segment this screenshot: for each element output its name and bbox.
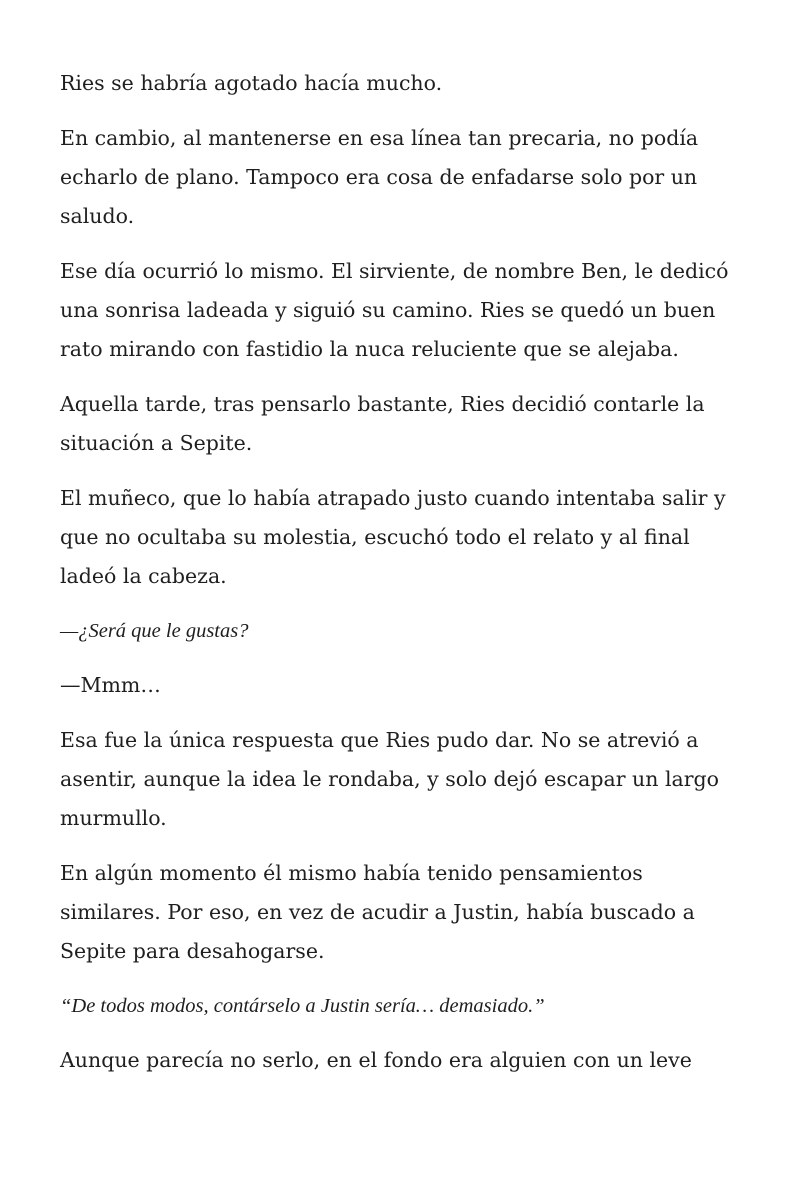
paragraph-8: Esa fue la única respuesta que Ries pudo dar. No se atrevió a asentir, aunque la idea le rondaba, y solo dejó escapar un largo murmullo.	[60, 728, 719, 830]
paragraph-11: Aunque parecía no serlo, en el fondo era alguien con un leve	[60, 1048, 692, 1072]
thought-italic-1: “De todos modos, contárselo a Justin sería… demasiado.”	[60, 995, 545, 1017]
paragraph-2: En cambio, al mantenerse en esa línea tan precaria, no podía echarlo de plano. Tampoco era cosa de enfadarse solo por un saludo.	[60, 126, 699, 228]
paragraph-5: El muñeco, que lo había atrapado justo cuando intentaba salir y que no ocultaba su molestia, escuchó todo el relato y al final ladeó la cabeza.	[60, 486, 726, 588]
paragraph-3: Ese día ocurrió lo mismo. El sirviente, de nombre Ben, le dedicó una sonrisa ladeada y siguió su camino. Ries se quedó un buen rato mirando con fastidio la nuca reluciente que se alejaba.	[60, 259, 729, 361]
paragraph-4: Aquella tarde, tras pensarlo bastante, Ries decidió contarle la situación a Sepite.	[60, 392, 705, 455]
paragraph-9: En algún momento él mismo había tenido pensamientos similares. Por eso, en vez de acudir a Justin, había buscado a Sepite para desahogarse.	[60, 861, 695, 963]
paragraph-7: —Mmm…	[60, 673, 161, 697]
paragraph-1: Ries se habría agotado hacía mucho.	[60, 71, 443, 95]
page-text	[60, 60, 750, 1096]
dialogue-italic-1: —¿Será que le gustas?	[60, 620, 249, 642]
